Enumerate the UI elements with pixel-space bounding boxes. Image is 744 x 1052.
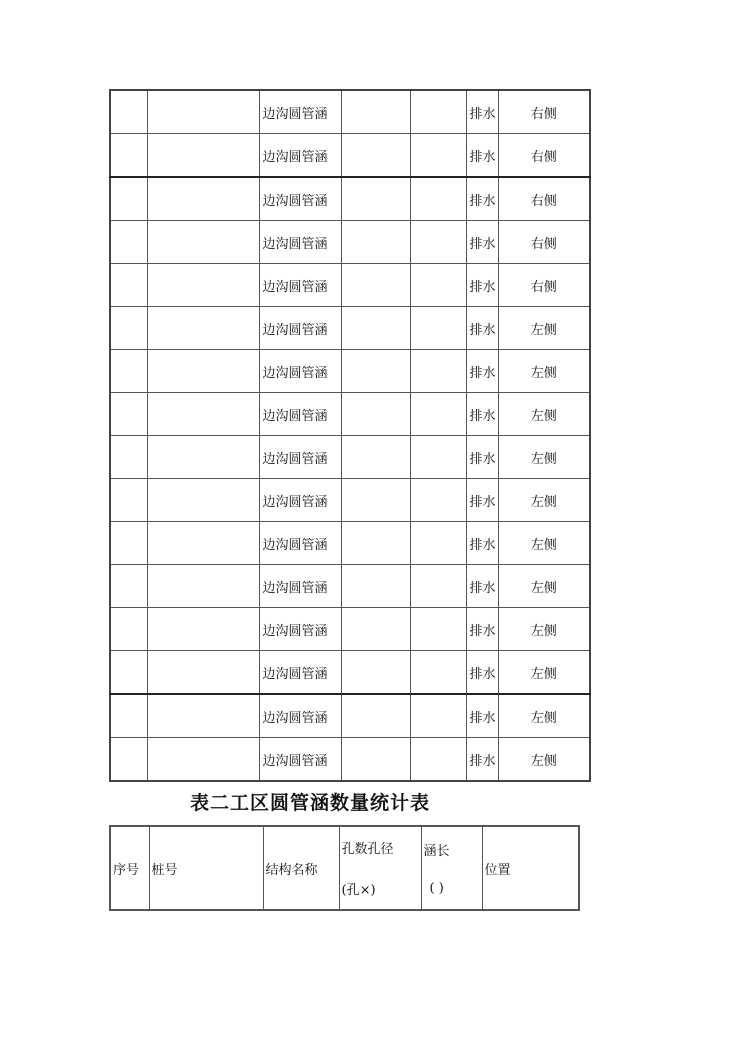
position-cell: 左侧	[498, 393, 590, 436]
length-cell	[410, 221, 466, 264]
table-row	[110, 565, 590, 608]
position-cell: 左侧	[498, 565, 590, 608]
position-cell: 左侧	[498, 608, 590, 651]
station-cell	[147, 479, 259, 522]
holes-cell	[341, 90, 410, 134]
header-row	[110, 826, 579, 910]
length-cell	[410, 522, 466, 565]
station-cell	[147, 177, 259, 221]
structure-name-cell: 边沟圆管涵	[259, 651, 341, 695]
seq-cell	[110, 694, 147, 738]
seq-cell	[110, 738, 147, 782]
table-row	[110, 177, 590, 221]
holes-cell	[341, 738, 410, 782]
length-cell	[410, 608, 466, 651]
seq-cell	[110, 608, 147, 651]
structure-name-cell: 边沟圆管涵	[259, 694, 341, 738]
station-cell	[147, 134, 259, 178]
station-cell	[147, 565, 259, 608]
culvert-stat-table-header	[109, 825, 580, 911]
position-cell: 左侧	[498, 350, 590, 393]
length-cell	[410, 436, 466, 479]
station-cell	[147, 90, 259, 134]
header-length-line1: 涵长	[423, 844, 450, 859]
use-cell: 排水	[466, 393, 498, 436]
seq-cell	[110, 307, 147, 350]
use-cell: 排水	[466, 350, 498, 393]
structure-name-cell: 边沟圆管涵	[259, 479, 341, 522]
header-length-line2: ( )	[429, 881, 444, 896]
table-row	[110, 738, 590, 782]
holes-cell	[341, 565, 410, 608]
holes-cell	[341, 651, 410, 695]
length-cell	[410, 738, 466, 782]
station-cell	[147, 307, 259, 350]
use-cell: 排水	[466, 90, 498, 134]
seq-cell	[110, 522, 147, 565]
holes-cell	[341, 307, 410, 350]
use-cell: 排水	[466, 565, 498, 608]
table2-title: 表二工区圆管涵数量统计表	[189, 792, 430, 814]
structure-name-cell: 边沟圆管涵	[259, 134, 341, 178]
position-cell: 左侧	[498, 436, 590, 479]
structure-name-cell: 边沟圆管涵	[259, 565, 341, 608]
position-cell: 右侧	[498, 90, 590, 134]
structure-name-cell: 边沟圆管涵	[259, 608, 341, 651]
table-row	[110, 522, 590, 565]
seq-cell	[110, 134, 147, 178]
header-structure: 结构名称	[263, 826, 339, 910]
station-cell	[147, 221, 259, 264]
length-cell	[410, 350, 466, 393]
length-cell	[410, 307, 466, 350]
table-row	[110, 436, 590, 479]
seq-cell	[110, 177, 147, 221]
header-station: 桩号	[149, 826, 263, 910]
position-cell: 右侧	[498, 264, 590, 307]
station-cell	[147, 393, 259, 436]
holes-cell	[341, 436, 410, 479]
position-cell: 右侧	[498, 221, 590, 264]
station-cell	[147, 264, 259, 307]
holes-cell	[341, 694, 410, 738]
use-cell: 排水	[466, 694, 498, 738]
length-cell	[410, 90, 466, 134]
structure-name-cell: 边沟圆管涵	[259, 393, 341, 436]
station-cell	[147, 522, 259, 565]
holes-cell	[341, 221, 410, 264]
holes-cell	[341, 522, 410, 565]
station-cell	[147, 350, 259, 393]
header-seq: 序号	[110, 826, 149, 910]
table-row	[110, 90, 590, 134]
use-cell: 排水	[466, 479, 498, 522]
use-cell: 排水	[466, 177, 498, 221]
header-holes-line2: (孔×)	[341, 883, 376, 898]
structure-name-cell: 边沟圆管涵	[259, 221, 341, 264]
seq-cell	[110, 264, 147, 307]
seq-cell	[110, 565, 147, 608]
holes-cell	[341, 134, 410, 178]
use-cell: 排水	[466, 307, 498, 350]
holes-cell	[341, 608, 410, 651]
use-cell: 排水	[466, 738, 498, 782]
station-cell	[147, 738, 259, 782]
holes-cell	[341, 350, 410, 393]
station-cell	[147, 694, 259, 738]
station-cell	[147, 436, 259, 479]
position-cell: 左侧	[498, 307, 590, 350]
length-cell	[410, 177, 466, 221]
header-position: 位置	[482, 826, 579, 910]
table-row	[110, 134, 590, 178]
structure-name-cell: 边沟圆管涵	[259, 436, 341, 479]
structure-name-cell: 边沟圆管涵	[259, 90, 341, 134]
header-holes-line1: 孔数孔径	[341, 842, 394, 857]
table-row	[110, 307, 590, 350]
structure-name-cell: 边沟圆管涵	[259, 177, 341, 221]
use-cell: 排水	[466, 134, 498, 178]
station-cell	[147, 608, 259, 651]
use-cell: 排水	[466, 264, 498, 307]
structure-name-cell: 边沟圆管涵	[259, 522, 341, 565]
table-row	[110, 608, 590, 651]
seq-cell	[110, 393, 147, 436]
position-cell: 左侧	[498, 479, 590, 522]
seq-cell	[110, 651, 147, 695]
table-row	[110, 264, 590, 307]
structure-name-cell: 边沟圆管涵	[259, 738, 341, 782]
structure-name-cell: 边沟圆管涵	[259, 264, 341, 307]
table-row	[110, 694, 590, 738]
seq-cell	[110, 90, 147, 134]
holes-cell	[341, 177, 410, 221]
structure-name-cell: 边沟圆管涵	[259, 350, 341, 393]
header-length	[421, 826, 482, 910]
table-row	[110, 651, 590, 695]
seq-cell	[110, 479, 147, 522]
seq-cell	[110, 221, 147, 264]
table-row	[110, 350, 590, 393]
length-cell	[410, 651, 466, 695]
position-cell: 左侧	[498, 738, 590, 782]
length-cell	[410, 264, 466, 307]
use-cell: 排水	[466, 651, 498, 695]
use-cell: 排水	[466, 436, 498, 479]
use-cell: 排水	[466, 221, 498, 264]
structure-name-cell: 边沟圆管涵	[259, 307, 341, 350]
table-row	[110, 479, 590, 522]
culvert-table-continued	[109, 89, 591, 782]
length-cell	[410, 134, 466, 178]
table-row	[110, 393, 590, 436]
holes-cell	[341, 264, 410, 307]
position-cell: 左侧	[498, 694, 590, 738]
length-cell	[410, 565, 466, 608]
seq-cell	[110, 436, 147, 479]
station-cell	[147, 651, 259, 695]
holes-cell	[341, 393, 410, 436]
length-cell	[410, 694, 466, 738]
header-holes	[339, 826, 421, 910]
holes-cell	[341, 479, 410, 522]
position-cell: 右侧	[498, 134, 590, 178]
position-cell: 左侧	[498, 522, 590, 565]
seq-cell	[110, 350, 147, 393]
length-cell	[410, 479, 466, 522]
use-cell: 排水	[466, 608, 498, 651]
use-cell: 排水	[466, 522, 498, 565]
position-cell: 右侧	[498, 177, 590, 221]
position-cell: 左侧	[498, 651, 590, 695]
length-cell	[410, 393, 466, 436]
table-row	[110, 221, 590, 264]
